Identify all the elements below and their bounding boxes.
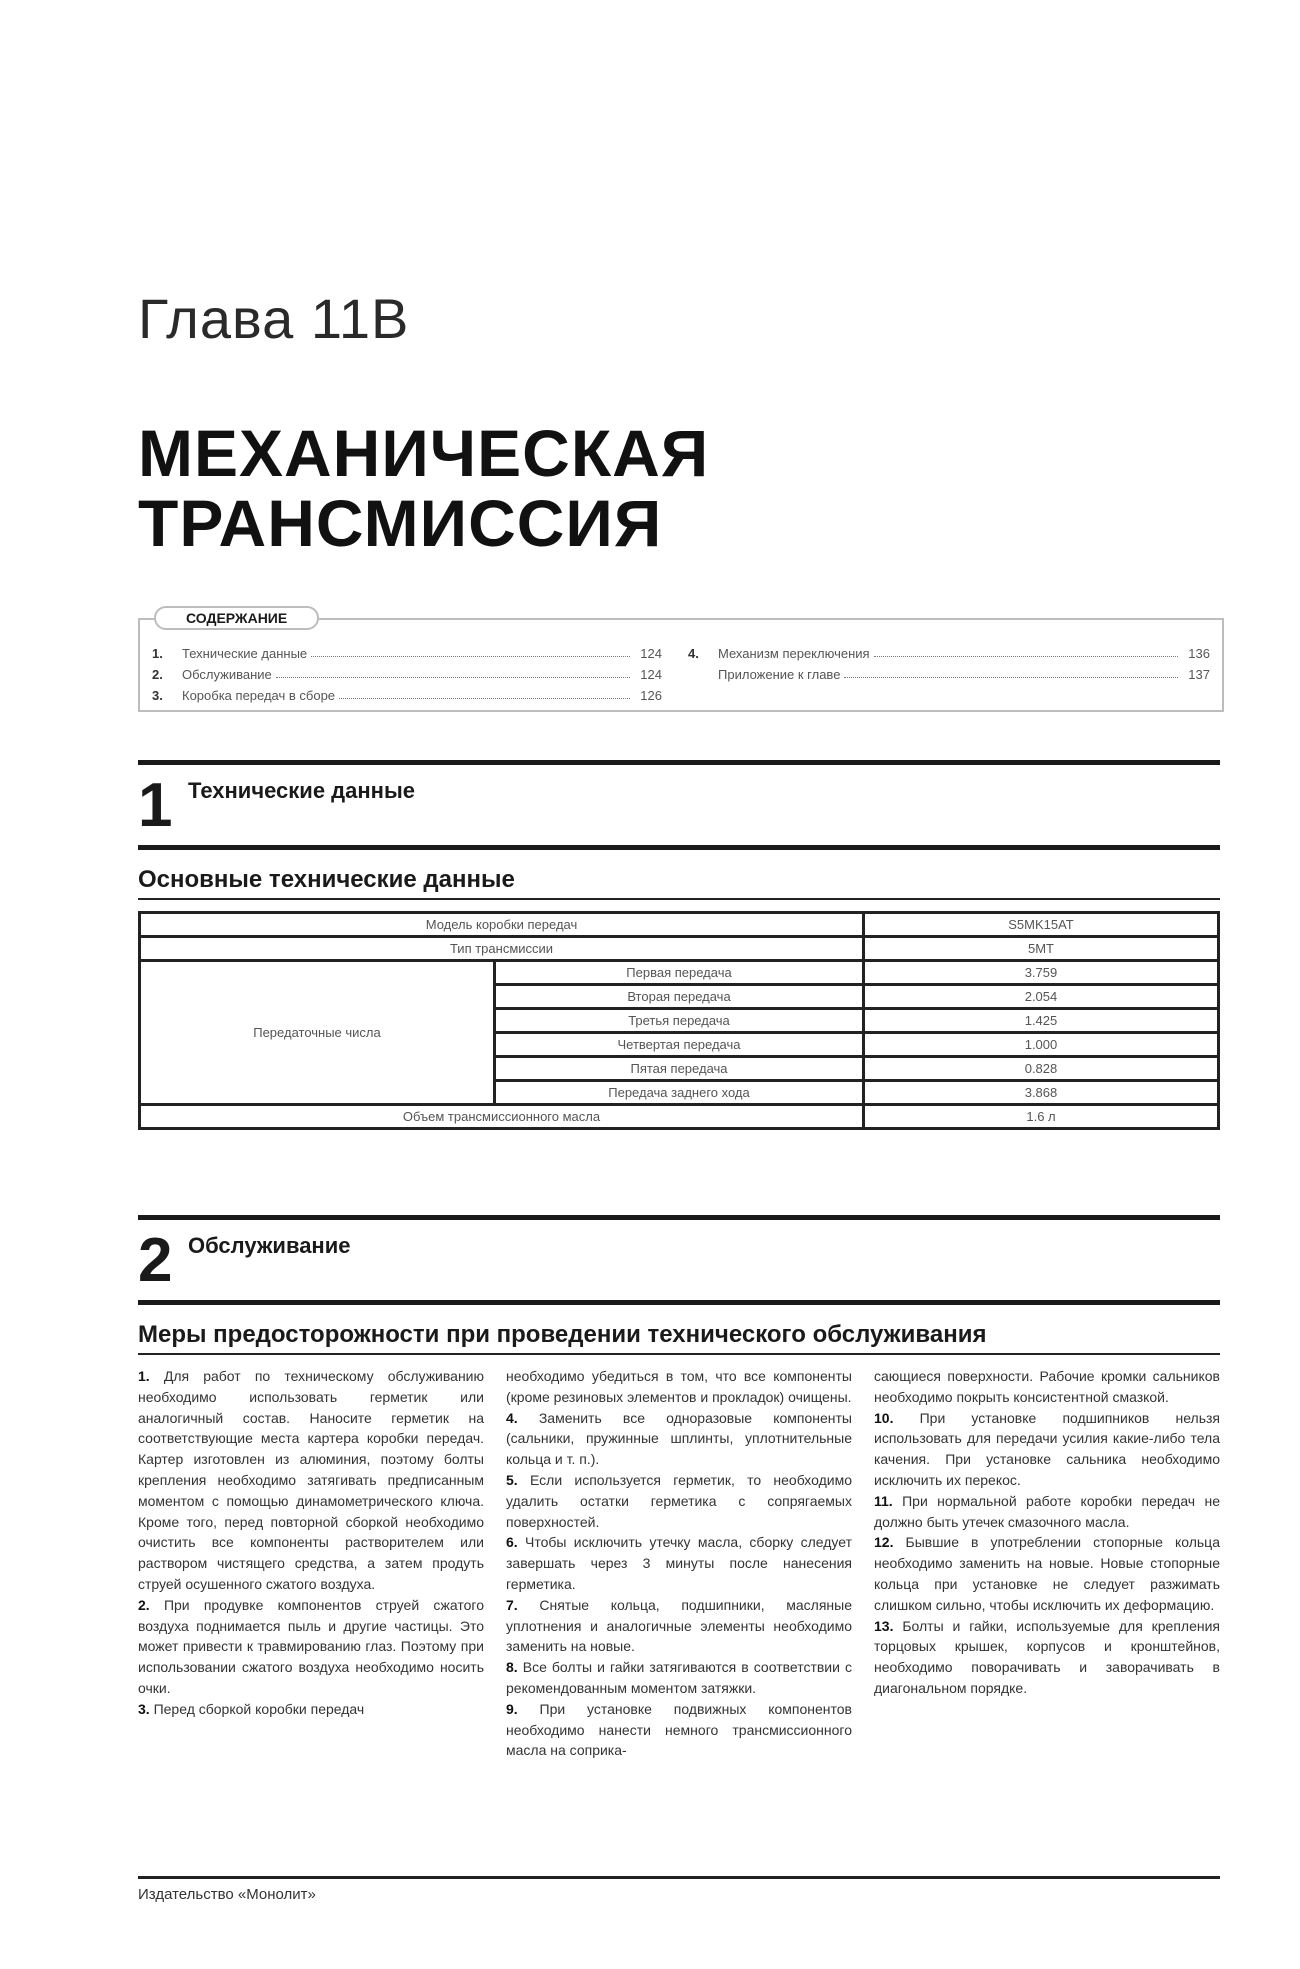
paragraph	[506, 1699, 852, 1761]
gear-label: Передача заднего хода	[495, 1081, 864, 1105]
gear-ratio-value: 3.868	[864, 1081, 1219, 1105]
toc-leader-dots	[874, 656, 1178, 657]
table-row	[140, 913, 1219, 937]
item-number: 8.	[506, 1659, 518, 1676]
gear-label: Первая передача	[495, 961, 864, 985]
spec-label-model: Модель коробки передач	[140, 913, 864, 937]
paragraph	[138, 1595, 484, 1699]
spec-value-oil: 1.6 л	[864, 1105, 1219, 1129]
toc-item[interactable]	[688, 661, 1210, 682]
toc-leader-dots	[844, 677, 1178, 678]
item-number: 6.	[506, 1534, 518, 1551]
item-text: сающиеся поверхности. Рабочие кромки сальников необходимо покрыть консистентной смазкой.	[874, 1368, 1220, 1405]
title-line-2: ТРАНСМИССИЯ	[138, 486, 663, 560]
spec-label-oil: Объем трансмиссионного масла	[140, 1105, 864, 1129]
text-column-1	[138, 1366, 484, 1761]
item-number: 10.	[874, 1409, 894, 1426]
item-text: Если используется герметик, то необходимо удалить остатки герметика с сопрягаемых поверхностей.	[506, 1471, 852, 1530]
subtitle-underline	[138, 1353, 1220, 1355]
paragraph	[874, 1408, 1220, 1491]
text-column-3	[874, 1366, 1220, 1761]
section-1-title: Технические данные	[188, 778, 415, 803]
item-text: При продувке компонентов струей сжатого воздуха поднимается пыль и другие частицы. Это может привести к травмированию глаз. Поэтому при использовании сжатого воздуха необходимо носить очки.	[138, 1596, 485, 1696]
item-number: 12.	[874, 1534, 894, 1551]
paragraph	[506, 1595, 852, 1657]
item-text: необходимо убедиться в том, что все компоненты (кроме резиновых элементов и прокладок) очищены.	[506, 1368, 852, 1405]
toc-leader-dots	[311, 656, 630, 657]
section-divider	[138, 1215, 1220, 1220]
paragraph	[506, 1408, 852, 1470]
item-text: Для работ по техническому обслуживанию необходимо использовать герметик или аналогичный состав. Наносите герметик на соответствующие места картера коробки передач. Картер изготовлен из алюминия, поэтому болты крепления необходимо затягивать предписанным моментом с помощью динамометрического ключа. Кроме того, перед повторной сборкой необходимо очистить все компоненты растворителем или раствором чистящего средства, а затем продуть струей осушенного сжатого воздуха.	[138, 1368, 485, 1592]
paragraph	[874, 1491, 1220, 1533]
item-number: 11.	[874, 1492, 893, 1509]
table-row	[140, 937, 1219, 961]
item-number: 13.	[874, 1617, 894, 1634]
toc-leader-dots	[339, 698, 630, 699]
item-text: Болты и гайки, используемые для крепления торцовых крышек, корпусов и кронштейнов, необходимо поворачивать и заворачивать в диагональном порядке.	[874, 1617, 1221, 1696]
table-row	[140, 961, 1219, 985]
item-number: 1.	[138, 1368, 150, 1384]
section-2-title: Обслуживание	[188, 1233, 351, 1258]
toc-item-page: 124	[640, 646, 662, 661]
toc-item-page: 137	[1188, 667, 1210, 682]
toc-item-number: 1.	[152, 646, 163, 661]
toc-item-page: 124	[640, 667, 662, 682]
item-text: При установке подшипников нельзя использовать для передачи усилия какие-либо тела качения. При установке сальника необходимо исключить их перекос.	[874, 1409, 1221, 1488]
item-number: 5.	[506, 1471, 518, 1488]
toc-item-number: 3.	[152, 688, 163, 703]
title-line-1: МЕХАНИЧЕСКАЯ	[138, 416, 710, 490]
paragraph	[506, 1532, 852, 1594]
item-text: Заменить все одноразовые компоненты (сальники, пружинные шплинты, уплотнительные кольца и т. п.).	[506, 1409, 852, 1468]
spec-label-type: Тип трансмиссии	[140, 937, 864, 961]
gear-ratio-value: 1.425	[864, 1009, 1219, 1033]
paragraph	[138, 1366, 484, 1595]
chapter-title	[138, 418, 709, 558]
subtitle-underline	[138, 898, 1220, 900]
paragraph	[138, 1699, 484, 1720]
toc-item-label: Приложение к главе	[718, 667, 841, 682]
gear-label: Четвертая передача	[495, 1033, 864, 1057]
section-1-subtitle: Основные технические данные	[138, 866, 515, 893]
toc-item[interactable]	[688, 640, 1210, 661]
item-text: Бывшие в употреблении стопорные кольца необходимо заменить на новые. Новые стопорные кольца при установке не следует разжимать слишком сильно, чтобы исключить их деформацию.	[874, 1534, 1220, 1613]
footer-divider	[138, 1876, 1220, 1879]
section-divider	[138, 1300, 1220, 1305]
toc-item-label: Обслуживание	[182, 667, 272, 682]
text-column-2	[506, 1366, 852, 1761]
section-divider	[138, 760, 1220, 765]
item-text: При нормальной работе коробки передач не должно быть утечек смазочного масла.	[874, 1492, 1220, 1530]
toc-leader-dots	[276, 677, 630, 678]
paragraph	[874, 1532, 1220, 1615]
toc-item[interactable]	[152, 640, 662, 661]
spec-table	[138, 911, 1220, 1130]
section-1-number: 1	[138, 771, 173, 840]
paragraph	[874, 1366, 1220, 1408]
toc-item-label: Коробка передач в сборе	[182, 688, 336, 703]
item-text: Все болты и гайки затягиваются в соответствии с рекомендованным моментом затяжки.	[506, 1659, 852, 1696]
publisher-footer: Издательство «Монолит»	[138, 1886, 316, 1903]
toc-column-left	[152, 640, 662, 703]
spec-value-type: 5MT	[864, 937, 1219, 961]
item-number: 9.	[506, 1700, 518, 1717]
chapter-number: Глава 11В	[138, 287, 410, 350]
toc-item[interactable]	[152, 682, 662, 703]
gear-label: Вторая передача	[495, 985, 864, 1009]
item-text: Снятые кольца, подшипники, масляные уплотнения и аналогичные элементы необходимо заменить на новые.	[506, 1596, 853, 1655]
item-text: Чтобы исключить утечку масла, сборку следует завершать через 3 минуты после нанесения герметика.	[506, 1534, 853, 1592]
toc-item-number: 2.	[152, 667, 163, 682]
paragraph	[506, 1657, 852, 1699]
item-text: При установке подвижных компонентов необходимо нанести немного трансмиссионного масла на соприка-	[506, 1700, 852, 1759]
item-number: 4.	[506, 1409, 518, 1426]
section-2-subtitle: Меры предосторожности при проведении технического обслуживания	[138, 1321, 987, 1348]
gear-label: Пятая передача	[495, 1057, 864, 1081]
paragraph	[506, 1470, 852, 1532]
paragraph	[506, 1366, 852, 1408]
toc-item-page: 136	[1188, 646, 1210, 661]
item-text: Перед сборкой коробки передач	[153, 1700, 365, 1717]
spec-value-model: S5MK15AT	[864, 913, 1219, 937]
item-number: 2.	[138, 1596, 150, 1613]
toc-item-label: Технические данные	[182, 646, 308, 661]
gear-ratio-value: 0.828	[864, 1057, 1219, 1081]
item-number: 7.	[506, 1596, 518, 1613]
toc-column-right	[688, 640, 1210, 682]
gear-ratio-value: 3.759	[864, 961, 1219, 985]
toc-item[interactable]	[152, 661, 662, 682]
section-2-number: 2	[138, 1226, 173, 1295]
toc-heading: СОДЕРЖАНИЕ	[154, 606, 319, 630]
spec-label-ratios: Передаточные числа	[140, 961, 495, 1105]
toc-item-page: 126	[640, 688, 662, 703]
gear-ratio-value: 2.054	[864, 985, 1219, 1009]
gear-label: Третья передача	[495, 1009, 864, 1033]
table-of-contents	[138, 610, 1224, 712]
body-text-columns	[138, 1366, 1220, 1761]
item-number: 3.	[138, 1700, 150, 1717]
gear-ratio-value: 1.000	[864, 1033, 1219, 1057]
table-row	[140, 1105, 1219, 1129]
toc-item-label: Механизм переключения	[718, 646, 870, 661]
section-divider	[138, 845, 1220, 850]
paragraph	[874, 1616, 1220, 1699]
toc-item-number: 4.	[688, 646, 699, 661]
